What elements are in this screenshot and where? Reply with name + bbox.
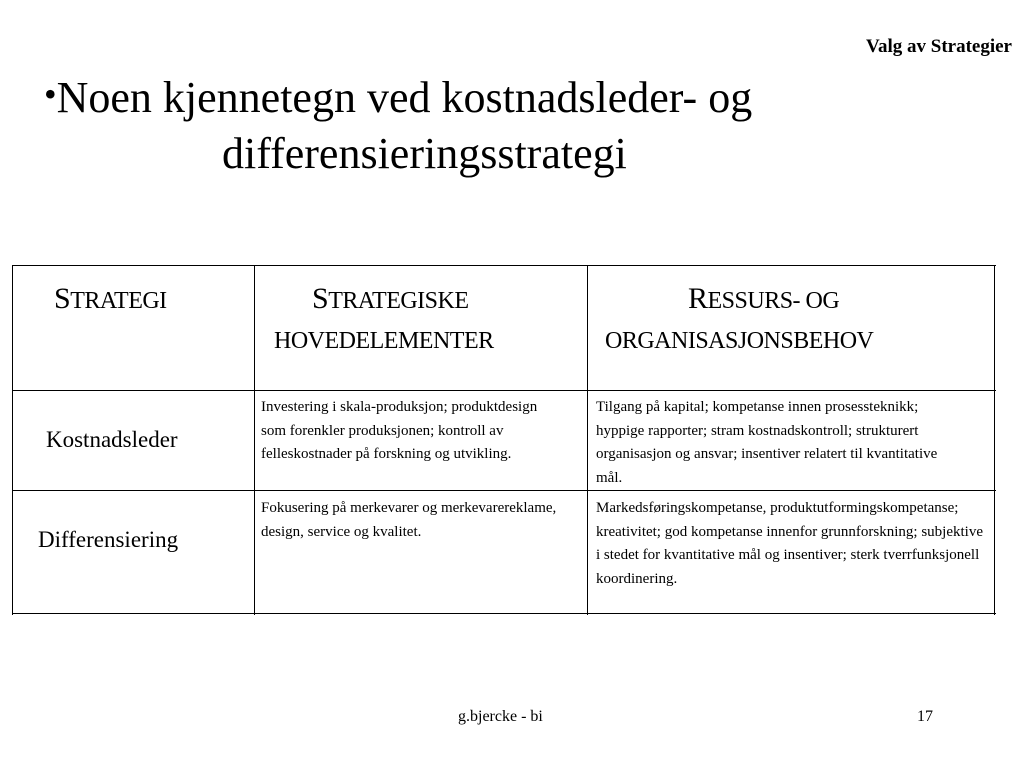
cell-kostnadsleder-elements: Investering i skala-produksjon; produktdesign som forenkler produksjonen; kontroll av felleskostnader på forskning og utvikling. [261, 399, 538, 462]
header-hovedelementer-line1: STRATEGISKE [312, 282, 469, 315]
header-strategi: STRATEGI [54, 282, 167, 315]
table-header-divider [12, 390, 996, 391]
table-row-divider [12, 490, 996, 491]
table-border-bottom [12, 613, 996, 614]
row-label-differensiering: Differensiering [38, 527, 179, 552]
table-divider-1 [254, 265, 255, 615]
table-border-left [12, 265, 13, 615]
row-label-kostnadsleder: Kostnadsleder [46, 427, 178, 452]
table-divider-2 [587, 265, 588, 615]
title-line-2: differensieringsstrategi [222, 129, 627, 178]
slide-title [44, 66, 944, 182]
page-number: 17 [917, 708, 933, 725]
title-line-1: Noen kjennetegn ved kostnadsleder- og [56, 73, 753, 122]
header-behov-line2: ORGANISASJONSBEHOV [605, 328, 874, 354]
header-behov-line1: RESSURS- OG [688, 282, 840, 315]
header-hovedelementer-line2: HOVEDELEMENTER [274, 328, 494, 354]
bullet-icon: • [44, 74, 57, 114]
cell-differensiering-needs: Markedsføringskompetanse, produktutformingskompetanse; kreativitet; god kompetanse innenfor grunnforskning; subjektive i stedet for kvantitative mål og insentiver; sterk tverrfunksjonell koordinering. [596, 500, 983, 587]
slide-label: Valg av Strategier [866, 36, 1012, 57]
strategy-table [12, 265, 996, 615]
cell-kostnadsleder-needs: Tilgang på kapital; kompetanse innen prosessteknikk; hyppige rapporter; stram kostnadskontroll; strukturert organisasjon og ansvar; insentiver relatert til kvantitative mål. [596, 399, 938, 486]
table-border-top [12, 265, 996, 266]
table-border-right [994, 265, 995, 615]
footer-author: g.bjercke - bi [458, 708, 543, 725]
cell-differensiering-elements: Fokusering på merkevarer og merkevarereklame, design, service og kvalitet. [261, 500, 557, 540]
